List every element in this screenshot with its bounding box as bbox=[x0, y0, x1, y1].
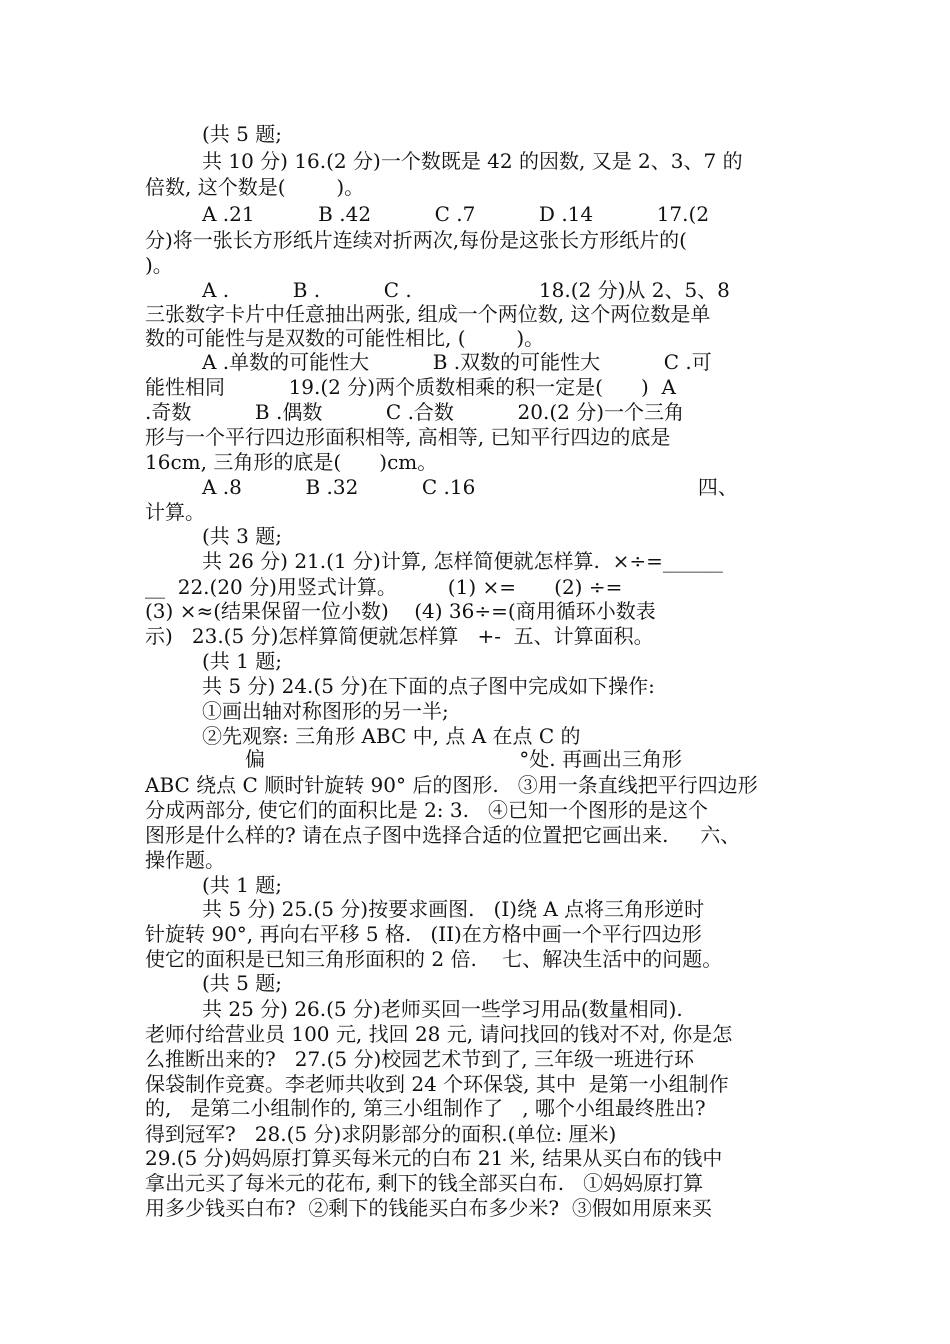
text-line: 共 5 分) 24.(5 分)在下面的点子图中完成如下操作: bbox=[202, 674, 655, 698]
text-line: 分)将一张长方形纸片连续对折两次,每份是这张长方形纸片的( bbox=[145, 228, 687, 252]
text-line: 用多少钱买白布? ②剩下的钱能买白布多少米? ③假如用原来买 bbox=[145, 1196, 712, 1220]
text-line: 分成两部分, 使它们的面积比是 2: 3. ④已知一个图形的是这个 bbox=[145, 798, 709, 822]
text-line: ①画出轴对称图形的另一半; bbox=[202, 699, 449, 723]
text-line: 数的可能性与是双数的可能性相比, ( )。 bbox=[145, 326, 545, 350]
text-line: 能性相同 19.(2 分)两个质数相乘的积一定是( ) A bbox=[145, 375, 676, 399]
text-line: (共 5 题; bbox=[202, 971, 282, 995]
text-line: 计算。 bbox=[145, 500, 205, 524]
text-line: 针旋转 90°, 再向右平移 5 格. (II)在方格中画一个平行四边形 bbox=[145, 922, 702, 946]
text-line: 形与一个平行四边形面积相等, 高相等, 已知平行四边的底是 bbox=[145, 425, 671, 449]
text-line: 得到冠军? 28.(5 分)求阴影部分的面积.(单位: 厘米) bbox=[145, 1122, 617, 1146]
text-line: (共 3 题; bbox=[202, 524, 282, 548]
text-line: ABC 绕点 C 顺时针旋转 90° 后的图形. ③用一条直线把平行四边形 bbox=[145, 773, 758, 797]
text-line: 的, 是第二小组制作的, 第三小组制作了 , 哪个小组最终胜出? bbox=[145, 1096, 706, 1120]
text-line: A .21 B .42 C .7 D .14 17.(2 bbox=[202, 202, 710, 226]
text-line: ②先观察: 三角形 ABC 中, 点 A 在点 C 的 bbox=[202, 724, 581, 748]
text-line: __ 22.(20 分)用竖式计算。 (1) ×= (2) ÷= bbox=[145, 575, 623, 599]
text-line: (共 5 题; bbox=[202, 122, 282, 146]
text-line: (共 1 题; bbox=[202, 873, 282, 897]
text-line: (共 1 题; bbox=[202, 649, 282, 673]
text-line: 使它的面积是已知三角形面积的 2 倍. 七、解决生活中的问题。 bbox=[145, 947, 723, 971]
text-line: A . B . C . 18.(2 分)从 2、5、8 bbox=[202, 278, 730, 302]
text-line: .奇数 B .偶数 C .合数 20.(2 分)一个三角 bbox=[145, 400, 685, 424]
text-line: 拿出元买了每米元的花布, 剩下的钱全部买白布. ①妈妈原打算 bbox=[145, 1171, 704, 1195]
text-line: 操作题。 bbox=[145, 848, 225, 872]
text-line: 共 25 分) 26.(5 分)老师买回一些学习用品(数量相同). bbox=[202, 997, 683, 1021]
text-line: 16cm, 三角形的底是( )cm。 bbox=[145, 450, 438, 474]
text-line: 29.(5 分)妈妈原打算买每米元的白布 21 米, 结果从买白布的钱中 bbox=[145, 1146, 723, 1170]
text-line: 么推断出来的? 27.(5 分)校园艺术节到了, 三年级一班进行环 bbox=[145, 1047, 695, 1071]
text-line: 偏 °处. 再画出三角形 bbox=[245, 747, 683, 771]
text-line: 图形是什么样的? 请在点子图中选择合适的位置把它画出来. 六、 bbox=[145, 823, 741, 847]
text-line: A .单数的可能性大 B .双数的可能性大 C .可 bbox=[202, 350, 712, 374]
text-line: 老师付给营业员 100 元, 找回 28 元, 请问找回的钱对不对, 你是怎 bbox=[145, 1022, 733, 1046]
text-line: )。 bbox=[145, 253, 173, 277]
text-line: 倍数, 这个数是( )。 bbox=[145, 175, 365, 199]
text-line: 三张数字卡片中任意抽出两张, 组成一个两位数, 这个两位数是单 bbox=[145, 302, 711, 326]
text-line: 示) 23.(5 分)怎样算简便就怎样算 +- 五、计算面积。 bbox=[145, 624, 654, 648]
text-line: (3) ×≈(结果保留一位小数) (4) 36÷=(商用循环小数表 bbox=[145, 599, 656, 623]
text-line: 共 10 分) 16.(2 分)一个数既是 42 的因数, 又是 2、3、7 的 bbox=[202, 149, 743, 173]
text-line: 保袋制作竞赛。李老师共收到 24 个环保袋, 其中 是第一小组制作 bbox=[145, 1072, 729, 1096]
text-line: 共 5 分) 25.(5 分)按要求画图. (I)绕 A 点将三角形逆时 bbox=[202, 897, 705, 921]
text-line: A .8 B .32 C .16 四、 bbox=[202, 475, 738, 499]
text-line: 共 26 分) 21.(1 分)计算, 怎样简便就怎样算. ×÷=______ bbox=[202, 549, 723, 573]
